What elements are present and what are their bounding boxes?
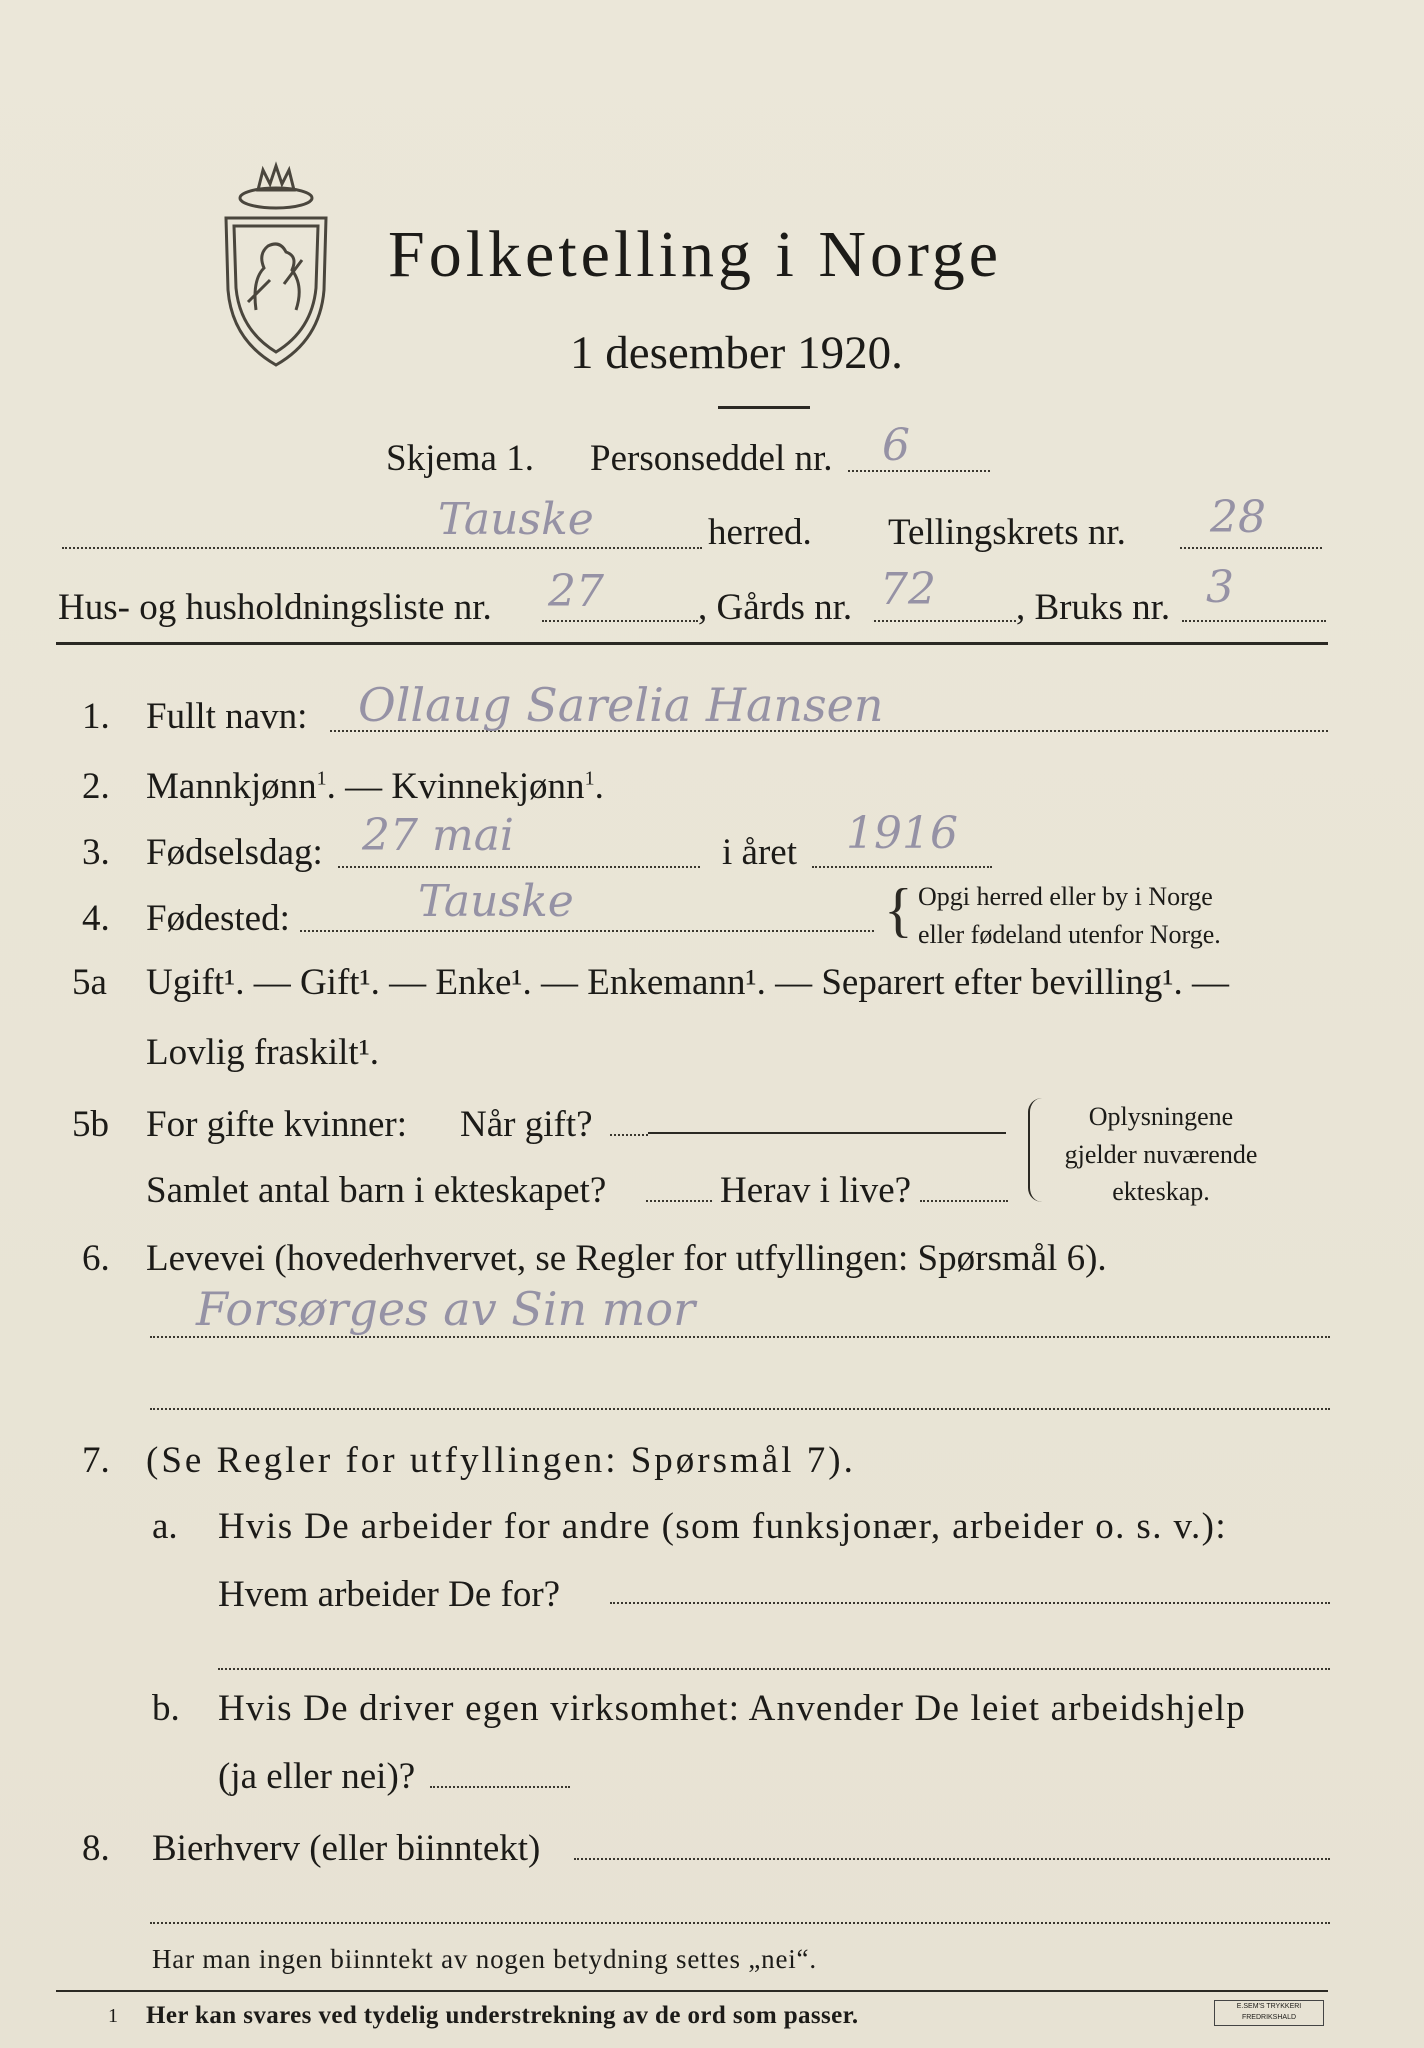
q7b-line-1: Hvis De driver egen virksomhet: Anvender De leiet arbeidshjelp <box>218 1688 1246 1729</box>
q5b-bracket <box>1028 1098 1044 1202</box>
children-count-label: Samlet antal barn i ekteskapet? <box>146 1170 607 1211</box>
footer-note: Har man ingen biinntekt av nogen betydning settes „nei“. <box>152 1944 817 1974</box>
q7a-letter: a. <box>152 1506 178 1547</box>
gards-label: , Gårds nr. <box>698 587 853 628</box>
gards-value: 72 <box>880 564 936 615</box>
gender-male-option[interactable]: Mannkjønn <box>146 766 317 807</box>
q7b-line-2: (ja eller nei)? <box>218 1756 416 1797</box>
q4-brace: { <box>884 877 913 943</box>
occupation-value: Forsørges av Sin mor <box>196 1282 696 1336</box>
full-name-value: Ollaug Sarelia Hansen <box>358 678 884 732</box>
secondary-income-field-line-2[interactable] <box>150 1922 1330 1924</box>
q7a-line-2: Hvem arbeider De for? <box>218 1574 561 1615</box>
gards-field-line[interactable] <box>874 620 1016 622</box>
q5a-number: 5a <box>72 962 107 1003</box>
children-count-field-line[interactable] <box>646 1200 712 1202</box>
q7-number: 7. <box>82 1440 110 1481</box>
bruks-value: 3 <box>1206 562 1234 613</box>
q3-number: 3. <box>82 832 110 873</box>
birthdate-field-line[interactable] <box>338 866 700 868</box>
q2-number: 2. <box>82 766 110 807</box>
tellingskrets-label: Tellingskrets nr. <box>888 512 1126 553</box>
q2-gender-options: Mannkjønn$^1$. — Kvinnekjønn$^1$. <box>146 766 604 807</box>
bruks-field-line[interactable] <box>1182 620 1326 622</box>
occupation-field-line-1[interactable] <box>150 1336 1330 1338</box>
schema-label: Skjema 1. <box>386 438 534 479</box>
q7-label: (Se Regler for utfyllingen: Spørsmål 7). <box>146 1440 856 1481</box>
birth-year-label: i året <box>722 832 797 873</box>
hus-value: 27 <box>548 566 604 617</box>
header-rule <box>56 642 1328 645</box>
children-alive-label: Herav i live? <box>720 1170 912 1211</box>
personseddel-value: 6 <box>882 420 910 471</box>
q8-number: 8. <box>82 1828 110 1869</box>
printer-stamp: E.SEM'S TRYKKERI FREDRIKSHALD <box>1214 2000 1324 2026</box>
birthplace-value: Tauske <box>418 876 574 927</box>
footnote-text: Her kan svares ved tydelig understrekning av de ord som passer. <box>146 2002 859 2029</box>
q6-number: 6. <box>82 1238 110 1279</box>
hus-field-line[interactable] <box>542 620 698 622</box>
q6-label: Levevei (hovederhvervet, se Regler for utfyllingen: Spørsmål 6). <box>146 1238 1107 1279</box>
tellingskrets-value: 28 <box>1210 492 1266 543</box>
birth-year-value: 1916 <box>846 808 958 859</box>
q5b-label: For gifte kvinner: <box>146 1104 408 1145</box>
children-alive-field-line[interactable] <box>920 1200 1008 1202</box>
q1-number: 1. <box>82 696 110 737</box>
when-married-field-line[interactable] <box>648 1132 1006 1134</box>
title-divider <box>718 406 810 409</box>
herred-field-line[interactable] <box>62 547 702 549</box>
q5b-number: 5b <box>72 1104 109 1145</box>
footnote-number: 1 <box>108 2005 118 2027</box>
bruks-label: , Bruks nr. <box>1016 587 1171 628</box>
employer-field-line-1[interactable] <box>610 1602 1330 1604</box>
marital-status-options[interactable]: Ugift¹. — Gift¹. — Enke¹. — Enkemann¹. — Separert efter bevilling¹. — <box>146 962 1229 1003</box>
birthdate-value: 27 mai <box>362 810 515 861</box>
q7a-line-1: Hvis De arbeider for andre (som funksjonær, arbeider o. s. v.): <box>218 1506 1228 1547</box>
q4-label: Fødested: <box>146 898 290 939</box>
employer-field-line-2[interactable] <box>218 1668 1330 1670</box>
birth-year-field-line[interactable] <box>812 866 992 868</box>
occupation-field-line-2[interactable] <box>150 1408 1330 1410</box>
q5b-note: Oplysningene gjelder nuværende ekteskap. <box>1064 1102 1258 1207</box>
hus-label: Hus- og husholdningsliste nr. <box>58 587 492 628</box>
gender-female-option[interactable]: Kvinnekjønn <box>391 766 585 807</box>
herred-value: Tauske <box>438 494 594 545</box>
form-title: Folketelling i Norge <box>388 218 1003 291</box>
q3-label: Fødselsdag: <box>146 832 323 873</box>
tellingskrets-field-line[interactable] <box>1180 547 1322 549</box>
census-date: 1 desember 1920. <box>570 327 903 379</box>
footer-rule <box>56 1990 1328 1992</box>
marital-status-divorced-option[interactable]: Lovlig fraskilt¹. <box>146 1032 380 1073</box>
coat-of-arms-icon <box>208 160 338 370</box>
personseddel-field-line[interactable] <box>848 470 990 472</box>
q7b-letter: b. <box>152 1688 180 1729</box>
herred-label: herred. <box>708 512 812 553</box>
q8-label: Bierhverv (eller biinntekt) <box>152 1828 541 1869</box>
when-married-field-dots[interactable] <box>610 1134 648 1136</box>
q4-number: 4. <box>82 898 110 939</box>
birthplace-field-line[interactable] <box>300 930 874 932</box>
q1-label: Fullt navn: <box>146 696 308 737</box>
when-married-label: Når gift? <box>460 1104 593 1145</box>
hired-help-field-line[interactable] <box>430 1786 570 1788</box>
q4-note: Opgi herred eller by i Norge eller fødeland utenfor Norge. <box>918 882 1221 949</box>
personseddel-label: Personseddel nr. <box>590 438 833 479</box>
secondary-income-field-line-1[interactable] <box>574 1858 1330 1860</box>
